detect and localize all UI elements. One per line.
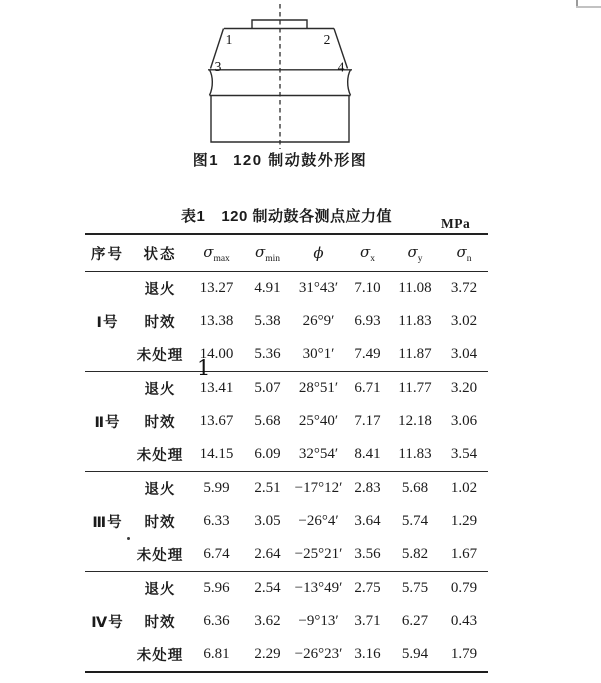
value-cell: 5.75 <box>390 572 440 606</box>
state-cell: 未处理 <box>136 648 184 664</box>
figure-caption-label: 图1 <box>192 152 220 169</box>
value-cell: 1.67 <box>450 546 478 562</box>
value-cell: 26°9′ <box>302 313 335 329</box>
col-header-state <box>130 234 190 272</box>
value-cell: 6.36 <box>203 613 230 629</box>
value-cell: 3.05 <box>254 513 281 529</box>
state-cell: 退火 <box>130 472 190 506</box>
value-cell: 5.36 <box>254 346 281 362</box>
value-cell: 12.18 <box>398 413 432 429</box>
value-cell: 2.29 <box>254 646 281 662</box>
value-cell: 5.07 <box>243 372 292 406</box>
table-unit: MPa <box>441 216 471 231</box>
stray-page-mark: 1 <box>197 356 211 380</box>
value-cell: 0.43 <box>450 613 478 629</box>
value-cell: 4.91 <box>254 280 281 296</box>
header-row <box>85 234 488 272</box>
drum-right-pinch <box>348 70 351 96</box>
value-cell: 6.27 <box>401 613 429 629</box>
value-cell: 0.79 <box>440 572 488 606</box>
table-row <box>85 372 488 406</box>
value-cell: 13.67 <box>199 413 234 429</box>
state-cell: 时效 <box>144 615 176 631</box>
value-cell: 3.06 <box>450 413 478 429</box>
value-cell: 1.79 <box>450 646 478 662</box>
value-cell: 1.29 <box>450 513 478 529</box>
sigma-symbol: σ <box>203 242 214 261</box>
value-cell: 14.00 <box>199 346 234 362</box>
value-cell: 7.17 <box>354 413 381 429</box>
value-cell: 5.99 <box>190 472 243 506</box>
value-cell: 3.16 <box>354 646 381 662</box>
value-cell: 6.09 <box>254 446 281 462</box>
table-row <box>85 338 488 372</box>
col-header-sigma-y <box>390 234 440 272</box>
value-cell: 5.38 <box>254 313 281 329</box>
value-cell: 2.51 <box>243 472 292 506</box>
table-row <box>85 572 488 606</box>
col-header-seq-label: 序号 <box>91 246 124 263</box>
value-cell: −25°21′ <box>294 546 343 562</box>
stress-table-body <box>85 272 488 673</box>
value-cell: 6.93 <box>354 313 381 329</box>
value-cell: 2.75 <box>345 572 390 606</box>
value-cell: 5.68 <box>254 413 281 429</box>
value-cell: 11.08 <box>398 280 432 296</box>
table-row <box>85 438 488 472</box>
value-cell: 7.49 <box>354 346 381 362</box>
measure-point-label-4: 4 <box>337 59 345 75</box>
table-title <box>85 205 488 226</box>
table-row <box>85 505 488 538</box>
value-cell: −9°13′ <box>298 613 339 629</box>
table-row <box>85 472 488 506</box>
scan-dot-artifact <box>127 537 130 540</box>
sigma-symbol: σ <box>254 242 266 261</box>
state-cell: 时效 <box>144 515 176 531</box>
table-row <box>85 605 488 638</box>
value-cell: 5.82 <box>401 546 429 562</box>
value-cell: 5.68 <box>390 472 440 506</box>
value-cell: 31°43′ <box>298 280 339 296</box>
value-cell: 5.96 <box>190 572 243 606</box>
state-cell: 退火 <box>144 282 176 298</box>
col-header-state-label: 状态 <box>143 246 177 263</box>
state-cell: 未处理 <box>136 548 184 564</box>
sigma-n-subscript: n <box>466 253 472 264</box>
state-cell: 时效 <box>144 415 176 431</box>
value-cell: 3.62 <box>254 613 281 629</box>
sigma-symbol: σ <box>456 242 467 261</box>
table-label: 表1 <box>180 208 206 225</box>
value-cell: 14.15 <box>199 446 234 462</box>
value-cell: 3.20 <box>440 372 488 406</box>
value-cell: 3.56 <box>354 546 381 562</box>
value-cell: 3.04 <box>450 346 478 362</box>
group-label: Ⅳ号 <box>85 572 130 673</box>
col-header-sigma-n <box>440 234 488 272</box>
value-cell: 1.02 <box>440 472 488 506</box>
value-cell: 3.72 <box>450 280 478 296</box>
value-cell: 32°54′ <box>298 446 339 462</box>
sigma-min-subscript: min <box>265 253 281 264</box>
sigma-max-subscript: max <box>213 253 230 264</box>
phi-symbol: ϕ <box>313 243 324 262</box>
col-header-sigma-x <box>345 234 390 272</box>
value-cell: −26°4′ <box>298 513 339 529</box>
value-cell: 8.41 <box>354 446 381 462</box>
table-row <box>85 305 488 338</box>
value-cell: 11.83 <box>398 446 432 462</box>
value-cell: 6.74 <box>203 546 230 562</box>
value-cell: 7.10 <box>354 280 381 296</box>
group-label: Ⅲ号 <box>85 472 130 572</box>
state-cell: 退火 <box>130 572 190 606</box>
value-cell: 6.71 <box>345 372 390 406</box>
value-cell: −17°12′ <box>292 472 345 506</box>
value-cell: 2.83 <box>345 472 390 506</box>
value-cell: 3.71 <box>354 613 381 629</box>
drum-left-pinch <box>210 70 213 96</box>
figure-caption <box>80 149 480 170</box>
state-cell: 未处理 <box>136 348 184 364</box>
state-cell: 未处理 <box>136 448 184 464</box>
group-label: Ⅱ号 <box>85 372 130 472</box>
col-header-sigma-max <box>190 234 243 272</box>
value-cell: 28°51′ <box>292 372 345 406</box>
value-cell: 11.87 <box>398 346 432 362</box>
state-cell: 退火 <box>130 372 190 406</box>
state-cell: 时效 <box>144 315 176 331</box>
brake-drum-figure <box>0 0 601 200</box>
measure-point-label-3: 3 <box>214 59 222 74</box>
value-cell: 13.27 <box>199 280 234 296</box>
sigma-symbol: σ <box>407 242 418 261</box>
sigma-symbol: σ <box>360 242 371 261</box>
table-row <box>85 538 488 572</box>
value-cell: 2.54 <box>243 572 292 606</box>
table-row <box>85 638 488 672</box>
value-cell: 13.41 <box>190 372 243 406</box>
value-cell: 3.54 <box>450 446 478 462</box>
table-title-text: 120 制动鼓各测点应力值 <box>221 208 393 225</box>
measure-point-label-1: 1 <box>225 32 233 47</box>
value-cell: 6.81 <box>203 646 230 662</box>
stress-table <box>85 233 488 673</box>
value-cell: 25°40′ <box>298 413 339 429</box>
value-cell: 5.74 <box>401 513 429 529</box>
value-cell: 3.02 <box>450 313 478 329</box>
figure-caption-text: 120 制动鼓外形图 <box>233 152 368 169</box>
col-header-phi <box>292 234 345 272</box>
sigma-y-subscript: y <box>417 253 423 264</box>
table-row <box>85 405 488 438</box>
col-header-sigma-min <box>243 234 292 272</box>
value-cell: −13°49′ <box>292 572 345 606</box>
value-cell: 11.77 <box>390 372 440 406</box>
value-cell: 30°1′ <box>302 346 335 362</box>
value-cell: 2.64 <box>254 546 281 562</box>
value-cell: 5.94 <box>401 646 429 662</box>
value-cell: −26°23′ <box>294 646 343 662</box>
measure-point-label-2: 2 <box>323 32 331 47</box>
value-cell: 13.38 <box>199 313 234 329</box>
group-label: Ⅰ号 <box>96 315 119 331</box>
col-header-seq <box>85 234 130 272</box>
value-cell: 3.64 <box>354 513 381 529</box>
value-cell: 6.33 <box>203 513 230 529</box>
value-cell: 11.83 <box>398 313 432 329</box>
sigma-x-subscript: x <box>370 253 375 264</box>
table-row <box>85 272 488 306</box>
